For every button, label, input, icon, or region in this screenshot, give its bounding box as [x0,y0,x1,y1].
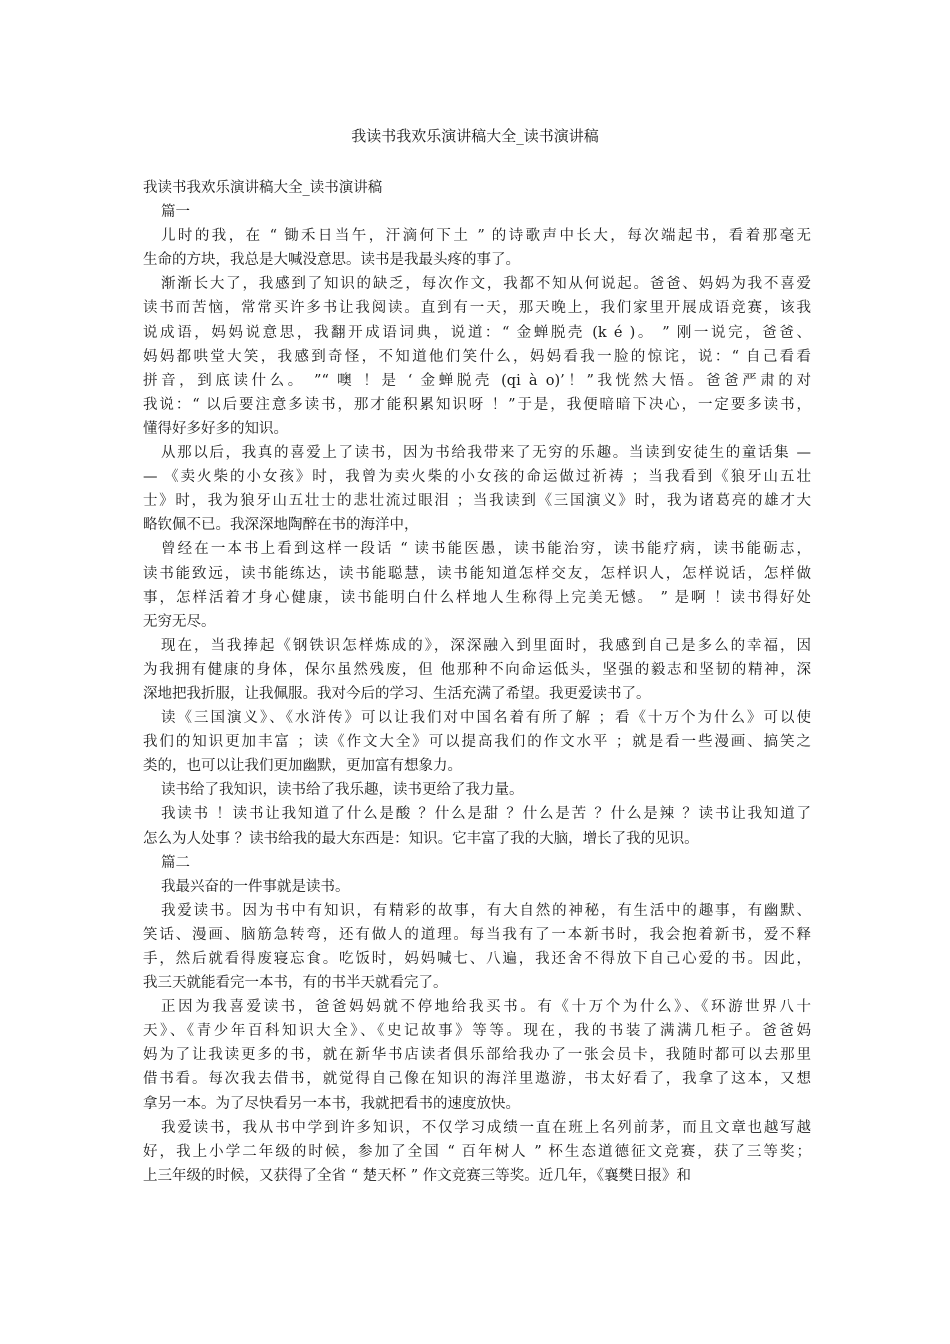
text-line: 说成语，妈妈说意思，我翻开成语词典，说道：“ 金蝉脱壳 (k é )。 ” 刚一说完，爸爸、 [143,324,811,341]
text-line: 妈妈都哄堂大笑，我感到奇怪，不知道他们笑什么，妈妈看我一脸的惊诧，说：“ 自己看看 [143,348,811,365]
text-line: 生命的方块，我总是大喊没意思。读书是我最头疼的事了。 [143,252,520,269]
section-label: 篇二 [161,854,190,871]
text-line: 略钦佩不已。我深深地陶醉在书的海洋中， [143,517,419,534]
text-line: 读书而苦恼，常常买许多书让我阅读。直到有一天，那天晚上，我们家里开展成语竞赛，该我 [143,300,811,317]
text-line: 妈为了让我读更多的书，就在新华书店读者俱乐部给我办了一张会员卡，我随时都可以去那里 [143,1047,811,1064]
text-line: 我三天就能看完一本书，有的书半天就看完了。 [143,975,448,992]
text-line: 天》、《青少年百科知识大全》、《史记故事》等等。现在，我的书装了满满几柜子。爸爸妈 [143,1023,811,1040]
text-line: 从那以后，我真的喜爱上了读书，因为书给我带来了无穷的乐趣。当读到安徒生的童话集 — [161,445,811,462]
document-title: 我读书我欢乐演讲稿大全_读书演讲稿 [351,127,599,145]
text-line: 曾经在一本书上看到这样一段话 “ 读书能医愚，读书能治穷，读书能疗病，读书能砺志， [161,541,811,558]
paragraph [143,272,811,441]
paragraph [143,778,811,802]
text-line: 读书给了我知识，读书给了我乐趣，读书更给了我力量。 [161,782,524,799]
text-line: 我读书 ！读书让我知道了什么是酸 ？什么是甜 ？什么是苦 ？什么是辣 ？读书让我知道了 [161,806,811,823]
text-line: — 《卖火柴的小女孩》时，我曾为卖火柴的小女孩的命运做过祈祷 ；当我看到《狼牙山五壮 [143,469,811,486]
text-line: 手，然后就看得废寝忘食。吃饭时，妈妈喊七、八遍，我还舍不得放下自己心爱的书。因此， [143,951,811,967]
text-line: 读书能致远，读书能练达，读书能聪慧，读书能知道怎样交友，怎样识人，怎样说话，怎样做 [143,565,811,582]
paragraph [143,995,811,1115]
text-line: 正因为我喜爱读书，爸爸妈妈就不停地给我买书。有《十万个为什么》、《环游世界八十 [161,999,811,1016]
text-line: 我爱读书，我从书中学到许多知识，不仅学习成绩一直在班上名列前茅，而且文章也越写越 [161,1119,811,1136]
text-line: 拼音，到底读什么。 ”“ 噢 ！是 ‘ 金蝉脱壳 (qi à o)’！”我恍然大悟。爸爸严肃的对 [143,372,811,389]
text-line: 我爱读书。因为书中有知识，有精彩的故事，有大自然的神秘，有生活中的趣事，有幽默、 [161,902,811,919]
text-line: 无穷无尽。 [143,613,216,630]
paragraph [143,634,811,706]
paragraph [143,802,811,850]
paragraph [143,899,811,995]
text-line: 怎么为人处事 ？读书给我的最大东西是：知识。它丰富了我的大脑，增长了我的见识。 [143,830,699,847]
document-subtitle: 我读书我欢乐演讲稿大全_读书演讲稿 [143,180,383,196]
paragraph [143,441,811,537]
paragraph [143,706,811,778]
paragraph [143,224,811,272]
text-line: 现在，当我捧起《钢铁识怎样炼成的》，深深融入到里面时，我感到自己是多么的幸福，因 [161,637,811,654]
section-label: 篇一 [161,204,190,221]
paragraph [143,1116,811,1188]
text-line: 上三年级的时候，又获得了全省 “ 楚天杯 ” 作文竞赛三等奖。近几年，《襄樊日报》和 [143,1167,692,1184]
text-line: 类的，也可以让我们更加幽默，更加富有想象力。 [143,758,462,775]
text-line: 笑话、漫画、脑筋急转弯，还有做人的道理。每当我有了一本新书时，我会抱着新书，爱不释 [143,926,811,943]
text-line: 为我拥有健康的身体，保尔虽然残废，但 他那种不向命运低头，坚强的毅志和坚韧的精神，深 [143,661,811,678]
paragraph [143,875,811,899]
text-line: 懂得好多好多的知识。 [143,420,288,437]
text-line: 我最兴奋的一件事就是读书。 [161,878,350,895]
text-line: 我们的知识更加丰富 ；读《作文大全》可以提高我们的作文水平 ；就是看一些漫画、搞笑之 [143,734,811,751]
text-line: 借书看。每次我去借书，就觉得自己像在知识的海洋里遨游，书太好看了，我拿了这本，又想 [143,1071,811,1088]
text-line: 士》时，我为狼牙山五壮士的悲壮流过眼泪 ；当我读到《三国演义》时，我为诸葛亮的雄才大 [143,493,811,510]
paragraph [143,537,811,633]
text-line: 事，怎样活着才身心健康，读书能明白什么样地人生称得上完美无憾。 ” 是啊 ！读书得好处 [143,589,811,606]
text-line: 深地把我折服，让我佩服。我对今后的学习、生活充满了希望。我更爱读书了。 [143,685,651,702]
text-line: 读《三国演义》、《水浒传》可以让我们对中国名着有所了解 ；看《十万个为什么》可以使 [161,710,811,727]
text-line: 渐渐长大了，我感到了知识的缺乏，每次作文，我都不知从何说起。爸爸、妈妈为我不喜爱 [161,276,811,293]
text-line: 儿时的我，在 “ 锄禾日当午，汗滴何下土 ” 的诗歌声中长大，每次端起书，看着那毫无 [161,228,811,245]
text-line: 好，我上小学二年级的时候，参加了全国 “ 百年树人 ” 杯生态道德征文竞赛，获了三等奖； [143,1143,811,1160]
document-body [143,176,811,1188]
text-line: 我说：“ 以后要注意多读书，那才能积累知识呀 ！”于是，我便暗暗下决心，一定要多读书， [143,396,811,413]
text-line: 拿另一本。为了尽快看另一本书，我就把看书的速度放快。 [143,1095,520,1112]
